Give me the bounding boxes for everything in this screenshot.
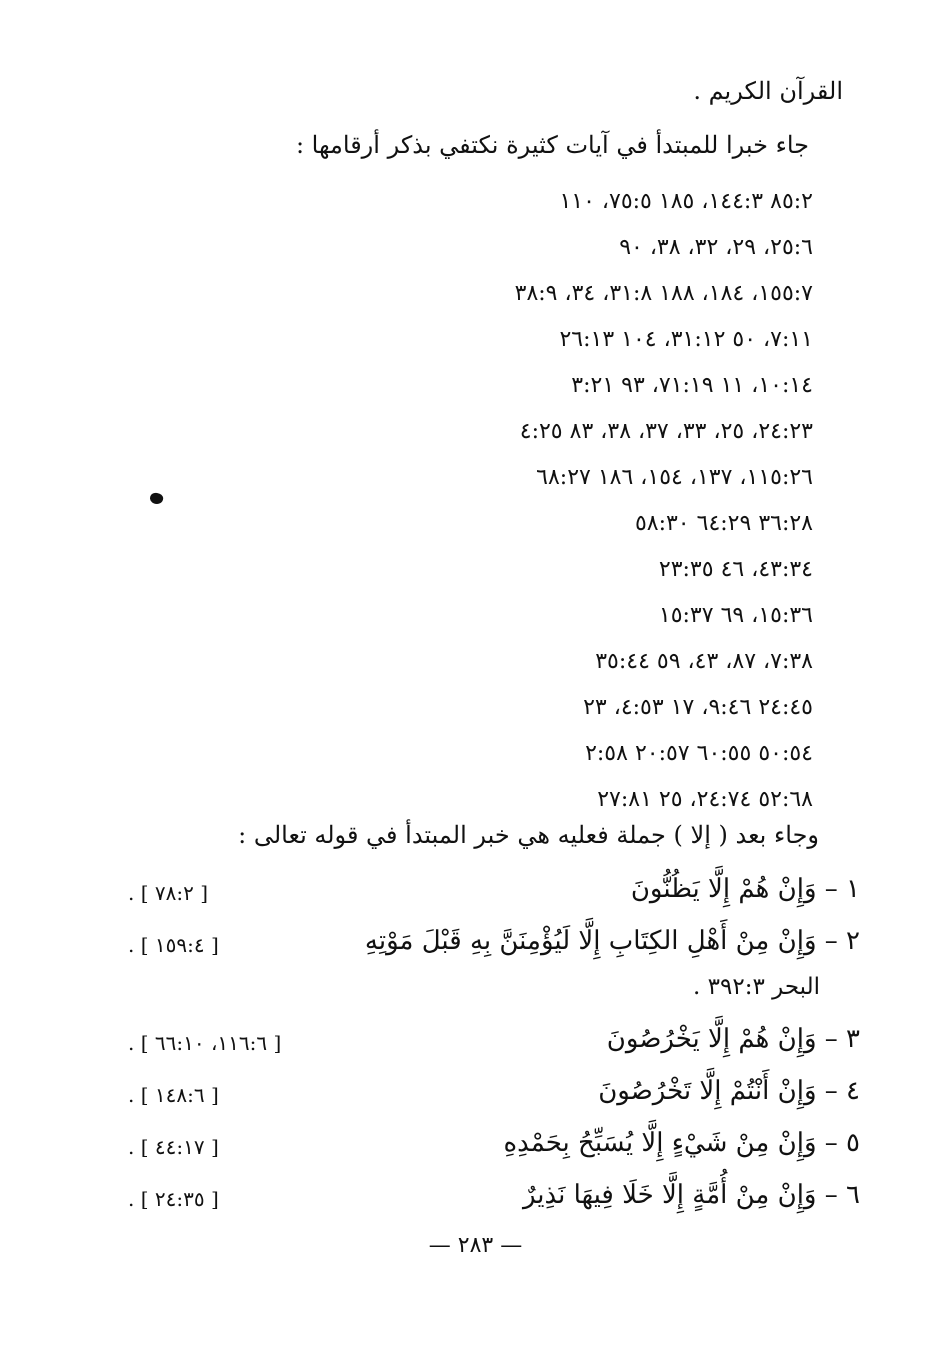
verse-text: ٢ – وَإِنْ مِنْ أَهْلِ الكِتَابِ إِلَّا لَيُؤْمِنَنَّ بِهِ قَبْلَ مَوْتِهِ xyxy=(364,926,860,956)
verse-item xyxy=(120,1122,860,1174)
reference-line: ٢٤:٢٣، ٢٥، ٣٣، ٣٧، ٣٨، ٨٣ ٤:٢٥ xyxy=(519,419,813,444)
verse-citation: [ ١١٦:٦، ٦٦:١٠ ] . xyxy=(128,1031,282,1055)
reference-line: ١٥٥:٧، ١٨٤، ١٨٨ ٣١:٨، ٣٤، ٣٨:٩ xyxy=(514,281,813,306)
verse-citation: [ ٢٤:٣٥ ] . xyxy=(128,1187,219,1211)
verse-item xyxy=(120,920,860,1018)
intro-line-3: وجاء بعد ( إلا ) جملة فعليه هي خبر المبتدأ في قوله تعالى : xyxy=(238,821,819,849)
verse-item xyxy=(120,1070,860,1122)
intro-line-1: القرآن الكريم . xyxy=(693,77,843,105)
reference-line: ٧:٣٨، ٨٧، ٤٣، ٥٩ ٣٥:٤٤ xyxy=(595,649,813,674)
reference-line: ٤٣:٣٤، ٤٦ ٢٣:٣٥ xyxy=(658,557,813,582)
page-number: — ٢٨٣ — xyxy=(428,1233,523,1258)
reference-line: ٢٤:٤٥ ٩:٤٦، ١٧ ٤:٥٣، ٢٣ xyxy=(583,695,813,720)
reference-line: ٥٠:٥٤ ٦٠:٥٥ ٢٠:٥٧ ٢:٥٨ xyxy=(585,741,813,766)
verse-item xyxy=(120,1018,860,1070)
ink-blot xyxy=(149,491,165,506)
verse-citation: [ ١٤٨:٦ ] . xyxy=(128,1083,219,1107)
reference-line: ١٠:١٤، ١١ ٧١:١٩، ٩٣ ٣:٢١ xyxy=(571,373,813,398)
verse-text: ١ – وَإِنْ هُمْ إِلَّا يَظُنُّونَ xyxy=(630,874,860,904)
verse-list xyxy=(120,868,860,1226)
verse-text: ٥ – وَإِنْ مِنْ شَيْءٍ إِلَّا يُسَبِّحُ بِحَمْدِهِ xyxy=(503,1128,860,1158)
reference-line: ١٥:٣٦، ٦٩ ١٥:٣٧ xyxy=(658,603,813,628)
verse-citation: [ ٧٨:٢ ] . xyxy=(128,881,209,905)
intro-line-2: جاء خبرا للمبتدأ في آيات كثيرة نكتفي بذكر أرقامها : xyxy=(295,131,809,159)
reference-line: ٣٦:٢٨ ٦٤:٢٩ ٥٨:٣٠ xyxy=(634,511,813,536)
reference-line: ٥٢:٦٨ ٢٤:٧٤، ٢٥ ٢٧:٨١ xyxy=(597,787,813,812)
reference-line: ٢٥:٦، ٢٩، ٣٢، ٣٨، ٩٠ xyxy=(619,235,813,260)
reference-line: ٨٥:٢ ١٤٤:٣، ١٨٥ ٧٥:٥، ١١٠ xyxy=(559,189,813,214)
verse-item xyxy=(120,868,860,920)
verse-item xyxy=(120,1174,860,1226)
verse-reference-list xyxy=(393,185,813,829)
verse-citation: [ ١٥٩:٤ ] . xyxy=(128,933,219,957)
verse-text: ٤ – وَإِنْ أَنْتُمْ إِلَّا تَخْرُصُونَ xyxy=(598,1076,860,1106)
verse-note: البحر ٣٩٢:٣ . xyxy=(693,974,820,1000)
reference-line: ٧:١١، ٥٠ ٣١:١٢، ١٠٤ ٢٦:١٣ xyxy=(559,327,813,352)
verse-text: ٦ – وَإِنْ مِنْ أُمَّةٍ إِلَّا خَلَا فِيهَا نَذِيرٌ xyxy=(522,1180,860,1210)
verse-text: ٣ – وَإِنْ هُمْ إِلَّا يَخْرُصُونَ xyxy=(606,1024,860,1054)
verse-citation: [ ٤٤:١٧ ] . xyxy=(128,1135,219,1159)
reference-line: ١١٥:٢٦، ١٣٧، ١٥٤، ١٨٦ ٦٨:٢٧ xyxy=(536,465,813,490)
